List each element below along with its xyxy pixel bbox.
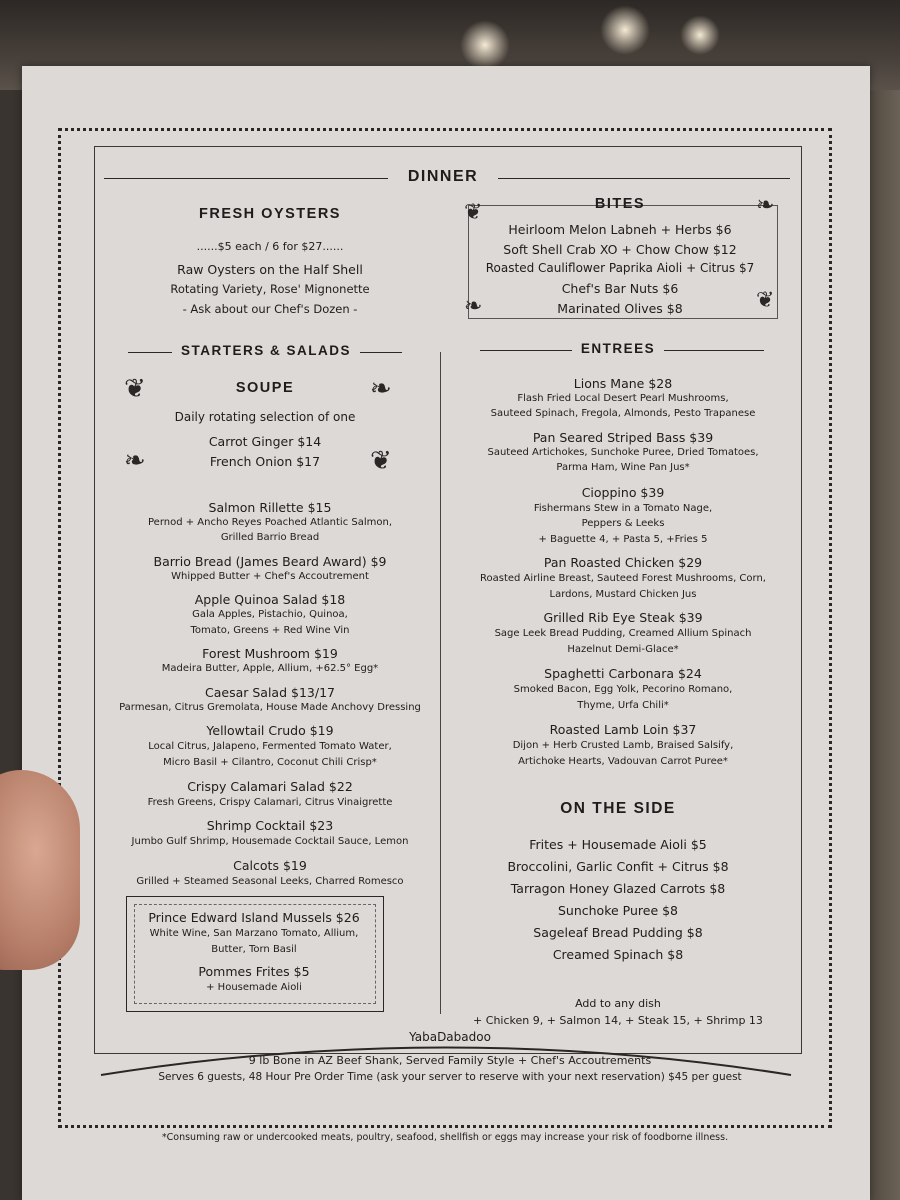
bites-item: Soft Shell Crab XO + Chow Chow $12 (503, 242, 737, 257)
ornament-icon: ❧ (464, 294, 483, 319)
ornament-icon: ❦ (124, 374, 146, 404)
entree-name: Lions Mane $28 (573, 376, 673, 391)
oysters-line: Rotating Variety, Rose' Mignonette (170, 282, 370, 296)
sides-title: ON THE SIDE (560, 800, 676, 817)
side-item: Broccolini, Garlic Confit + Citrus $8 (507, 859, 729, 874)
bites-item: Heirloom Melon Labneh + Herbs $6 (508, 222, 732, 237)
special-line: Serves 6 guests, 48 Hour Pre Order Time (ask your server to reserve with your next reservation) $45 per guest (158, 1071, 742, 1083)
mussels-desc: Butter, Torn Basil (211, 944, 297, 955)
entree-name: Pan Seared Striped Bass $39 (532, 430, 714, 445)
entree-desc: Fishermans Stew in a Tomato Nage, (533, 503, 713, 514)
frites-name: Pommes Frites $5 (198, 964, 310, 979)
starter-desc: Pernod + Ancho Reyes Poached Atlantic Salmon, (148, 517, 392, 528)
bites-item: Chef's Bar Nuts $6 (561, 281, 679, 296)
starters-title: STARTERS & SALADS (180, 343, 351, 358)
starter-desc: Tomato, Greens + Red Wine Vin (190, 625, 350, 636)
entree-desc: Artichoke Hearts, Vadouvan Carrot Puree* (518, 756, 728, 767)
addon-items: + Chicken 9, + Salmon 14, + Steak 15, + Shrimp 13 (473, 1014, 763, 1027)
ornament-icon: ❦ (464, 200, 483, 225)
background-light (460, 20, 510, 70)
starter-desc: Madeira Butter, Apple, Allium, +62.5° Egg* (161, 663, 379, 674)
starter-name: Salmon Rillette $15 (208, 500, 332, 515)
oysters-line: - Ask about our Chef's Dozen - (182, 302, 358, 316)
disclaimer: *Consuming raw or undercooked meats, poultry, seafood, shellfish or eggs may increase your risk of foodborne illness. (161, 1132, 729, 1143)
entree-desc: Lardons, Mustard Chicken Jus (549, 589, 697, 600)
starter-desc: Jumbo Gulf Shrimp, Housemade Cocktail Sauce, Lemon (131, 836, 409, 847)
starter-name: Crispy Calamari Salad $22 (187, 779, 353, 794)
ornament-icon: ❧ (756, 193, 775, 218)
mussels-desc: White Wine, San Marzano Tomato, Allium, (149, 928, 359, 939)
entree-desc: Flash Fried Local Desert Pearl Mushrooms, (517, 393, 729, 404)
header-rule-right (498, 178, 790, 179)
entree-name: Pan Roasted Chicken $29 (543, 555, 703, 570)
entree-desc: + Baguette 4, + Pasta 5, +Fries 5 (538, 534, 708, 545)
oysters-line: Raw Oysters on the Half Shell (177, 262, 363, 277)
header-rule-left (104, 178, 388, 179)
starter-desc: Fresh Greens, Crispy Calamari, Citrus Vinaigrette (147, 797, 393, 808)
menu-title: DINNER (407, 168, 479, 185)
entree-desc: Thyme, Urfa Chili* (577, 700, 669, 711)
side-item: Tarragon Honey Glazed Carrots $8 (510, 881, 726, 896)
entree-desc: Sage Leek Bread Pudding, Creamed Allium Spinach (494, 628, 752, 639)
hand (0, 770, 80, 970)
entree-name: Grilled Rib Eye Steak $39 (543, 610, 703, 625)
oysters-title: FRESH OYSTERS (199, 206, 341, 222)
starter-desc: Parmesan, Citrus Gremolata, House Made Anchovy Dressing (119, 702, 421, 713)
side-item: Creamed Spinach $8 (552, 947, 684, 962)
soupe-intro: Daily rotating selection of one (174, 410, 356, 424)
entree-desc: Dijon + Herb Crusted Lamb, Braised Salsify, (512, 740, 734, 751)
mussels-name: Prince Edward Island Mussels $26 (148, 910, 360, 925)
entree-desc: Hazelnut Demi-Glace* (567, 644, 679, 655)
ornament-icon: ❧ (370, 374, 392, 404)
ornament-icon: ❦ (370, 446, 392, 476)
bites-item: Roasted Cauliflower Paprika Aioli + Citrus $7 (485, 261, 755, 275)
starter-name: Yellowtail Crudo $19 (206, 723, 334, 738)
oysters-price: ......$5 each / 6 for $27...... (196, 240, 344, 253)
column-divider (440, 352, 441, 1014)
starter-desc: Grilled Barrio Bread (220, 532, 320, 543)
starter-desc: Gala Apples, Pistachio, Quinoa, (192, 609, 348, 620)
entree-desc: Roasted Airline Breast, Sauteed Forest Mushrooms, Corn, (480, 573, 766, 584)
entree-desc: Sauteed Spinach, Fregola, Almonds, Pesto Trapanese (490, 408, 756, 419)
soupe-title: SOUPE (235, 380, 295, 396)
starter-desc: Grilled + Steamed Seasonal Leeks, Charred Romesco (136, 876, 404, 887)
bites-title: BITES (594, 196, 646, 212)
entree-desc: Parma Ham, Wine Pan Jus* (556, 462, 690, 473)
starter-name: Calcots $19 (233, 858, 307, 873)
special-line: 9 lb Bone in AZ Beef Shank, Served Family Style + Chef's Accoutrements (248, 1054, 652, 1067)
starter-desc: Whipped Butter + Chef's Accoutrement (171, 571, 369, 582)
background-light (600, 5, 650, 55)
section-rule (480, 350, 572, 351)
starter-name: Apple Quinoa Salad $18 (194, 592, 346, 607)
frites-desc: + Housemade Aioli (206, 982, 302, 993)
soupe-item: French Onion $17 (209, 454, 321, 469)
bites-item: Marinated Olives $8 (557, 301, 683, 316)
entree-desc: Sauteed Artichokes, Sunchoke Puree, Dried Tomatoes, (487, 447, 759, 458)
soupe-item: Carrot Ginger $14 (208, 434, 322, 449)
side-item: Frites + Housemade Aioli $5 (529, 837, 707, 852)
starter-desc: Local Citrus, Jalapeno, Fermented Tomato Water, (148, 741, 392, 752)
entree-name: Cioppino $39 (581, 485, 665, 500)
starter-name: Barrio Bread (James Beard Award) $9 (153, 554, 387, 569)
side-item: Sageleaf Bread Pudding $8 (533, 925, 703, 940)
section-rule (360, 352, 402, 353)
side-item: Sunchoke Puree $8 (557, 903, 679, 918)
addon-title: Add to any dish (575, 997, 661, 1010)
starter-name: Caesar Salad $13/17 (205, 685, 335, 700)
ornament-icon: ❦ (756, 288, 775, 313)
ornament-icon: ❧ (124, 446, 146, 476)
starter-name: Shrimp Cocktail $23 (206, 818, 334, 833)
entree-name: Roasted Lamb Loin $37 (549, 722, 697, 737)
section-rule (128, 352, 172, 353)
entree-desc: Peppers & Leeks (581, 518, 665, 529)
entree-name: Spaghetti Carbonara $24 (544, 666, 702, 681)
background-light (680, 15, 720, 55)
entrees-title: ENTREES (580, 341, 656, 356)
special-title: YabaDabadoo (409, 1030, 491, 1044)
starter-desc: Micro Basil + Cilantro, Coconut Chili Crisp* (163, 757, 377, 768)
starter-name: Forest Mushroom $19 (202, 646, 338, 661)
section-rule (664, 350, 764, 351)
entree-desc: Smoked Bacon, Egg Yolk, Pecorino Romano, (513, 684, 733, 695)
